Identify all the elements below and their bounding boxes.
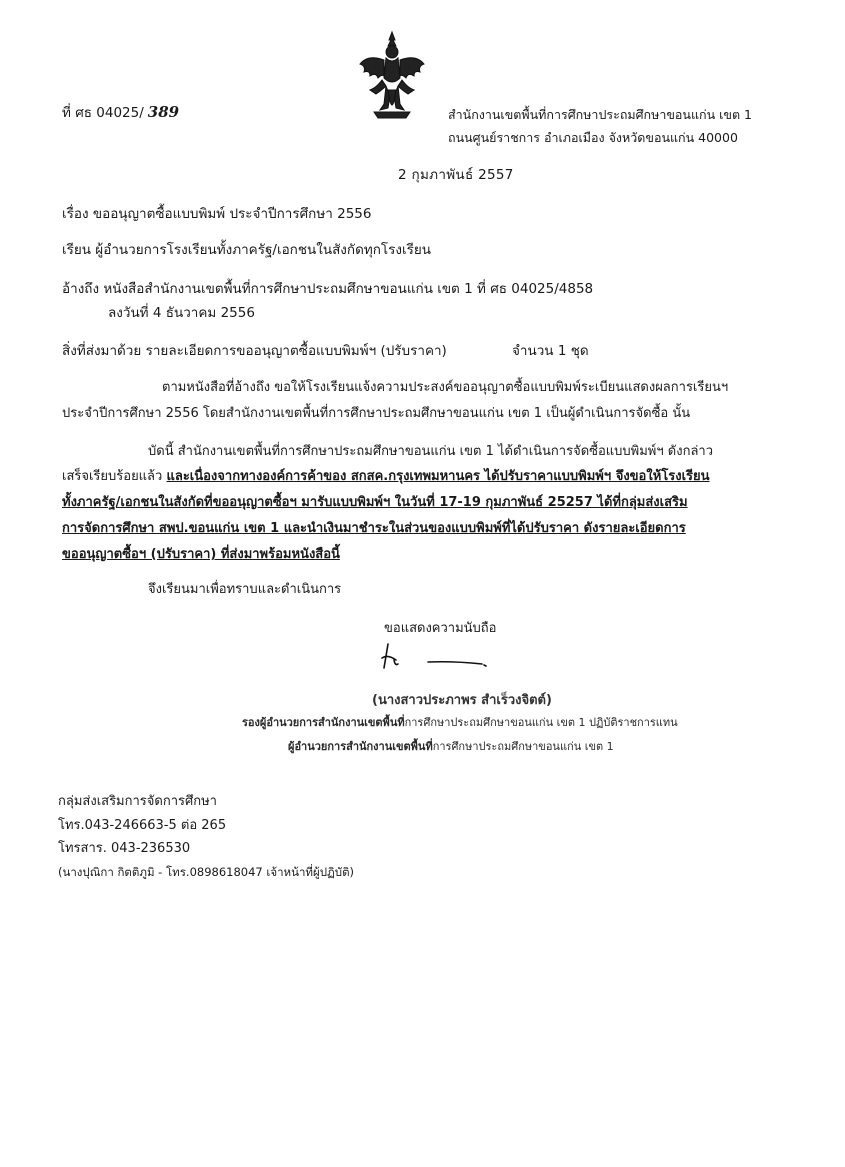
paragraph-2-emphasis: และเนื่องจากทางองค์การค้าของ สกสค.กรุงเทพมหานคร ได้ปรับราคาแบบพิมพ์ฯ จึงขอให้โรงเรียน [166, 469, 710, 484]
ref-number-handwritten: 389 [147, 103, 180, 121]
reference-line-1: อ้างถึง หนังสือสำนักงานเขตพื้นที่การศึกษาประถมศึกษาขอนแก่น เขต 1 ที่ ศธ 04025/4858 [62, 281, 594, 297]
paragraph-2-line-4: การจัดการศึกษา สพป.ขอนแก่น เขต 1 และนำเงินมาชำระในส่วนของแบบพิมพ์ที่ได้ปรับราคา ดังรายละเอียดการ [62, 521, 686, 536]
handwritten-signature [374, 638, 504, 678]
footer-phone: โทร.043-246663-5 ต่อ 265 [58, 817, 227, 833]
footer-group: กลุ่มส่งเสริมการจัดการศึกษา [58, 794, 217, 809]
regards-text: ขอแสดงความนับถือ [384, 621, 497, 636]
paragraph-2-line-2 [62, 465, 710, 486]
ref-label: ที่ ศธ 04025/ [62, 105, 144, 121]
signer-title-1-rest: การศึกษาประถมศึกษาขอนแก่น เขต 1 ปฏิบัติราชการแทน [404, 716, 678, 729]
enclosure-quantity: จำนวน 1 ชุด [512, 343, 589, 359]
signer-name: (นางสาวประภาพร สำเร็วงจิตต์) [372, 693, 552, 708]
paragraph-2-line-3: ทั้งภาครัฐ/เอกชนในสังกัดที่ขออนุญาตซื้อฯ มารับแบบพิมพ์ฯ ในวันที่ 17-19 กุมภาพันธ์ 25257 ได้ที่กลุ่มส่งเสริม [62, 495, 688, 510]
office-name: สำนักงานเขตพื้นที่การศึกษาประถมศึกษาขอนแก่น เขต 1 [448, 107, 752, 122]
signer-title-1-bold: รองผู้อำนวยการสำนักงานเขตพื้นที่ [242, 716, 405, 729]
footer-fax: โทรสาร. 043-236530 [58, 841, 191, 856]
signer-title-2 [288, 737, 614, 755]
closing-statement: จึงเรียนมาเพื่อทราบและดำเนินการ [148, 582, 342, 597]
paragraph-1-line-2: ประจำปีการศึกษา 2556 โดยสำนักงานเขตพื้นที่การศึกษาประถมศึกษาขอนแก่น เขต 1 เป็นผู้ดำเนินการจัดซื้อ นั้น [62, 406, 691, 421]
signer-title-2-rest: การศึกษาประถมศึกษาขอนแก่น เขต 1 [432, 740, 614, 753]
signer-title-2-bold: ผู้อำนวยการสำนักงานเขตพื้นที่ [288, 740, 433, 753]
office-street: ถนนศูนย์ราชการ อำเภอเมือง จังหวัดขอนแก่น 40000 [448, 130, 738, 145]
letter-date: 2 กุมภาพันธ์ 2557 [398, 167, 514, 183]
garuda-emblem-icon [356, 30, 428, 122]
signer-title-1 [242, 713, 678, 731]
office-address [448, 103, 752, 149]
paragraph-2-line-5: ขออนุญาตซื้อฯ (ปรับราคา) ที่ส่งมาพร้อมหนังสือนี้ [62, 547, 340, 562]
contact-footer [58, 790, 354, 884]
enclosure-line: สิ่งที่ส่งมาด้วย รายละเอียดการขออนุญาตซื้อแบบพิมพ์ฯ (ปรับราคา) [62, 343, 447, 359]
reference-number [62, 101, 179, 123]
footer-officer: (นางปุณิกา กิตติภูมิ - โทร.0898618047 เจ้าหน้าที่ผู้ปฏิบัติ) [58, 864, 355, 879]
paragraph-2-line-1: บัดนี้ สำนักงานเขตพื้นที่การศึกษาประถมศึกษาขอนแก่น เขต 1 ได้ดำเนินการจัดซื้อแบบพิมพ์ฯ ดังกล่าว [148, 444, 714, 459]
paragraph-1-line-1: ตามหนังสือที่อ้างถึง ขอให้โรงเรียนแจ้งความประสงค์ขออนุญาตซื้อแบบพิมพ์ระเบียนแสดงผลการเรียนฯ [162, 380, 729, 395]
reference-line-2: ลงวันที่ 4 ธันวาคม 2556 [108, 305, 255, 321]
paragraph-2-plain-text: เสร็จเรียบร้อยแล้ว [62, 469, 167, 484]
subject-line: เรื่อง ขออนุญาตซื้อแบบพิมพ์ ประจำปีการศึกษา 2556 [62, 206, 372, 222]
recipient-line: เรียน ผู้อำนวยการโรงเรียนทั้งภาครัฐ/เอกชนในสังกัดทุกโรงเรียน [62, 242, 432, 258]
